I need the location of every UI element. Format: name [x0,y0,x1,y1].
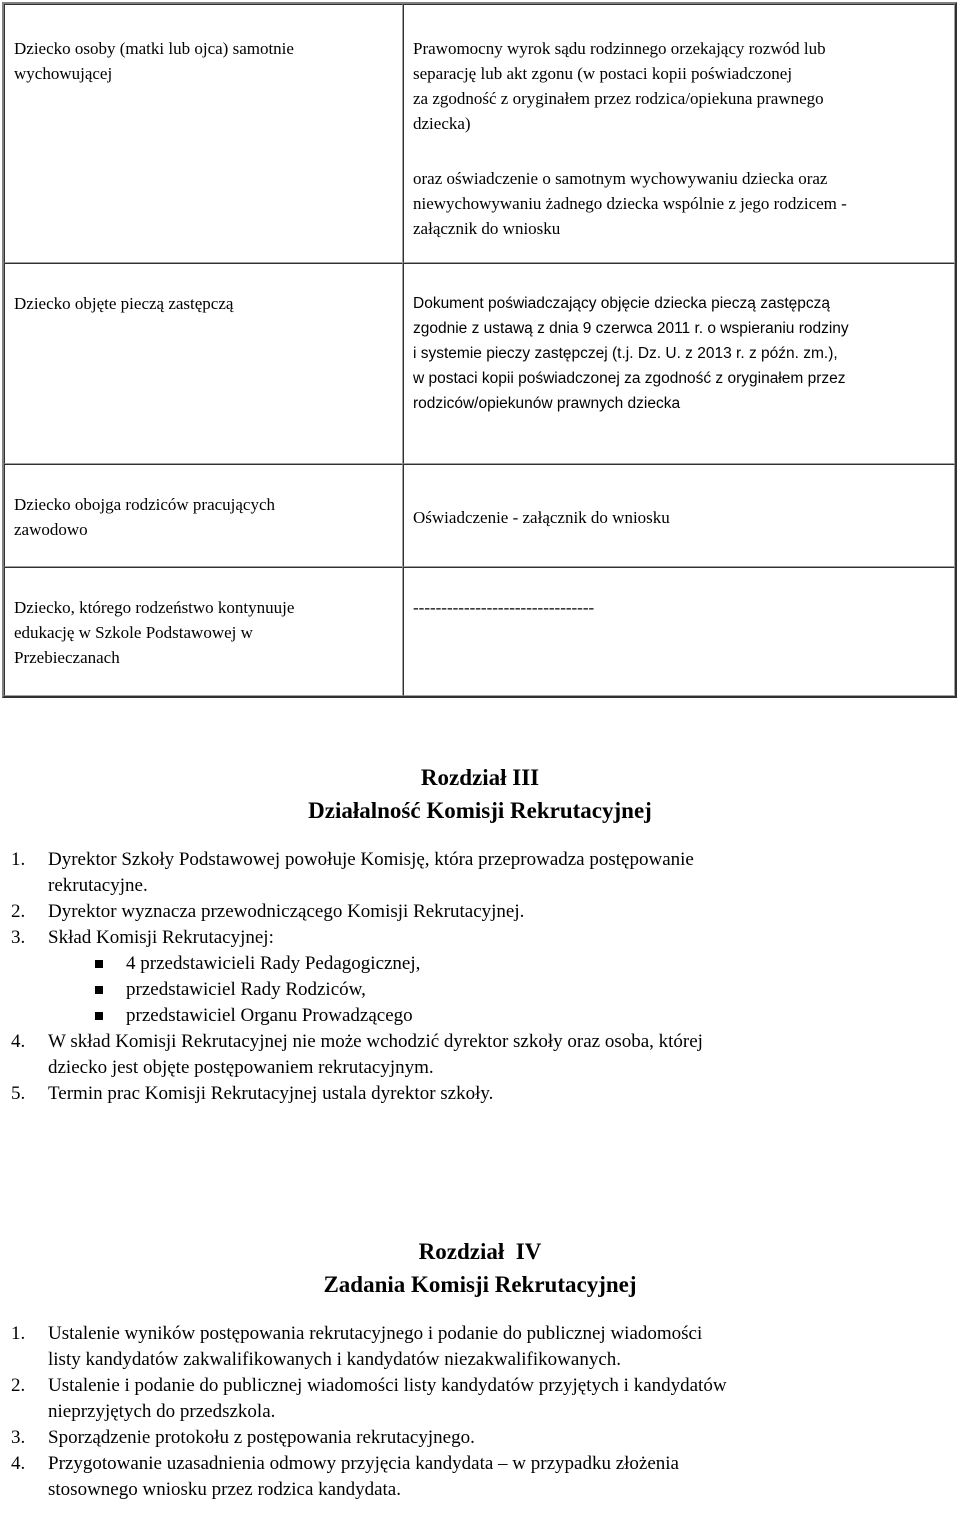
text-line: rekrutacyjne. [48,875,148,896]
text-line: w postaci kopii poświadczonej za zgodność z oryginałem przez [413,370,846,387]
table-row [4,4,955,263]
chapter-3 [0,761,960,1107]
list-item [0,1321,960,1373]
list-item [0,1373,960,1425]
document-text [413,505,948,530]
text-line: Dyrektor Szkoły Podstawowej powołuje Komisję, która przeprowadza postępowanie [48,849,694,870]
text-line: wychowującej [14,64,113,83]
square-bullet-icon [95,960,103,968]
text-line: Dziecko objęte pieczą zastępczą [14,294,234,313]
document-cell [403,263,955,464]
chapter-heading: Rozdział III [420,765,540,790]
chapter-subheading: Zadania Komisji Rekrutacyjnej [323,1272,637,1297]
item-number: 3. [11,927,26,948]
document-cell [403,567,955,696]
square-bullet-icon [95,1012,103,1020]
sub-list-item: przedstawiciel Organu Prowadzącego [48,1003,950,1029]
chapter-3-list [0,847,960,1107]
text-line: Dokument poświadczający objęcie dziecka pieczą zastępczą [413,295,830,312]
text-line: W skład Komisji Rekrutacyjnej nie może wchodzić dyrektor szkoły oraz osoba, której [48,1031,703,1052]
text-line: nieprzyjętych do przedszkola. [48,1401,276,1422]
text-line: załącznik do wniosku [413,219,561,238]
document-text [413,595,948,620]
list-item [0,925,960,1029]
text-line: rodziców/opiekunów prawnych dziecka [413,395,681,412]
list-item [0,1081,960,1107]
text-line: niewychowywaniu żadnego dziecka wspólnie z jego rodzicem - [413,194,847,213]
text-line: Dziecko, którego rodzeństwo kontynuuje [14,598,295,617]
criterion-cell [4,263,403,464]
text-line: oraz oświadczenie o samotnym wychowywaniu dziecka oraz [413,169,828,188]
text-line: Skład Komisji Rekrutacyjnej: [48,927,274,948]
text-line: Ustalenie wyników postępowania rekrutacyjnego i podanie do publicznej wiadomości [48,1323,703,1344]
text-line: Ustalenie i podanie do publicznej wiadomości listy kandydatów przyjętych i kandydatów [48,1375,727,1396]
document-paragraph [413,36,948,136]
chapter-4 [0,1235,960,1503]
list-item [0,847,960,899]
text-line: stosownego wniosku przez rodzica kandydata. [48,1479,401,1500]
text-line: separację lub akt zgonu (w postaci kopii poświadczonej [413,64,793,83]
item-number: 2. [11,1375,26,1396]
text-line: dziecka) [413,114,471,133]
criterion-cell [4,464,403,567]
text-line: Dziecko obojga rodziców pracujących [14,495,276,514]
criterion-cell [4,4,403,263]
list-item [0,1425,960,1451]
table-row [4,464,955,567]
criterion-cell [4,567,403,696]
text-line: zawodowo [14,520,88,539]
text-line: Sporządzenie protokołu z postępowania rekrutacyjnego. [48,1427,475,1448]
item-number: 3. [11,1427,26,1448]
text-line: Przebieczanach [14,648,120,667]
text-line: Termin prac Komisji Rekrutacyjnej ustala dyrektor szkoły. [48,1083,494,1104]
document-cell [403,464,955,567]
sub-list [48,951,950,1029]
text-line: za zgodność z oryginałem przez rodzica/opiekuna prawnego [413,89,824,108]
text-line: i systemie pieczy zastępczej (t.j. Dz. U. z 2013 r. z późn. zm.), [413,345,838,362]
chapter-4-list [0,1321,960,1503]
list-item [0,899,960,925]
item-number: 1. [11,849,26,870]
chapter-heading: Rozdział IV [418,1239,542,1264]
list-item [0,1029,960,1081]
criterion-text [14,36,396,86]
item-number: 5. [11,1083,26,1104]
item-number: 4. [11,1031,26,1052]
criterion-text [14,492,396,542]
table-row [4,263,955,464]
text-line: Oświadczenie - załącznik do wniosku [413,508,670,527]
text-line: Prawomocny wyrok sądu rodzinnego orzekający rozwód lub [413,39,826,58]
table-row [4,567,955,696]
document-cell [403,4,955,263]
item-number: 4. [11,1453,26,1474]
chapter-subheading: Działalność Komisji Rekrutacyjnej [308,798,652,823]
documents-table [2,2,957,698]
criterion-text [14,291,396,316]
document-paragraph [413,166,948,241]
sub-list-item: przedstawiciel Rady Rodziców, [48,977,950,1003]
document-text [413,291,948,416]
text-line: listy kandydatów zakwalifikowanych i kandydatów niezakwalifikowanych. [48,1349,621,1370]
text-line: zgodnie z ustawą z dnia 9 czerwca 2011 r. o wspieraniu rodziny [413,320,849,337]
list-item [0,1451,960,1503]
text-line: Dyrektor wyznacza przewodniczącego Komisji Rekrutacyjnej. [48,901,525,922]
item-number: 2. [11,901,26,922]
square-bullet-icon [95,986,103,994]
sub-list-item: 4 przedstawicieli Rady Pedagogicznej, [48,951,950,977]
criterion-text [14,595,396,670]
text-line: Przygotowanie uzasadnienia odmowy przyjęcia kandydata – w przypadku złożenia [48,1453,679,1474]
item-number: 1. [11,1323,26,1344]
document-text [413,36,948,241]
text-line: dziecko jest objęte postępowaniem rekrutacyjnym. [48,1057,434,1078]
text-line: edukację w Szkole Podstawowej w [14,623,253,642]
text-line: Dziecko osoby (matki lub ojca) samotnie [14,39,294,58]
text-line: -------------------------------- [413,598,595,617]
